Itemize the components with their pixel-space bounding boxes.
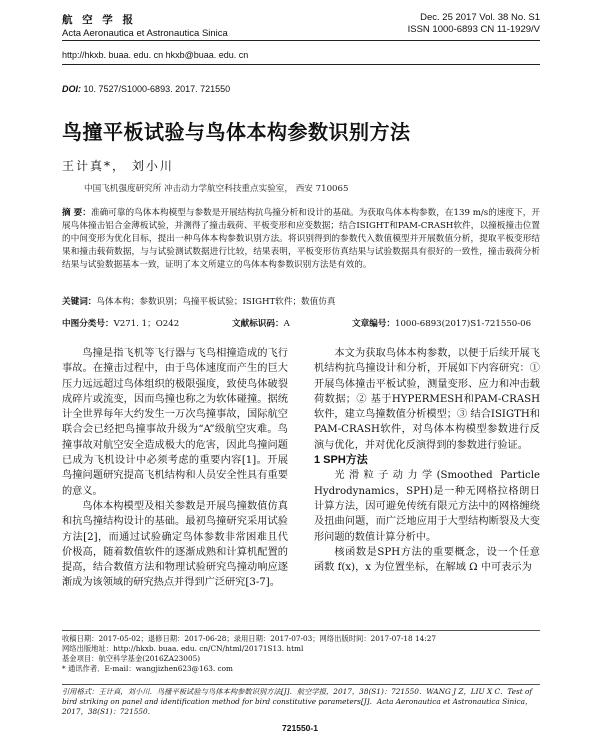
- issue-info: [408, 12, 540, 36]
- keywords: [62, 295, 335, 307]
- journal-website[interactable]: http://hkxb. buaa. edu. cn hkxb@buaa. edu. cn: [62, 50, 249, 60]
- abstract-label: 摘 要：: [62, 208, 91, 218]
- clc-label: 中图分类号：: [62, 319, 114, 329]
- clc-value: V271. 1；O242: [113, 319, 180, 329]
- footnote-rule: [62, 630, 540, 631]
- section-heading-sph: 1 SPH方法: [314, 454, 368, 467]
- issn-line: ISSN 1000-6893 CN 11-1929/V: [407, 24, 540, 35]
- doi-label: DOI:: [62, 84, 81, 94]
- footnote-corresponding: * 通讯作者．E-mail：wangjizhen623@163. com: [62, 664, 233, 673]
- citation-format: 引用格式：王计真，刘小川．鸟撞平板试验与鸟体本构参数识别方法[J]．航空学报，2017，38(S1)：721550．WANG J Z，LIU X C．Test of bird striking on panel and identification method for bird constitutive parameters[J]．Acta Aeronautica et Astronautica Sinica，2017，38(S1)：721550．: [62, 687, 533, 716]
- doc-code-value: A: [283, 319, 290, 329]
- classification-line: [62, 317, 540, 329]
- keywords-label: 关键词：: [62, 297, 97, 307]
- article-number-block: [352, 317, 531, 329]
- journal-name-en: Acta Aeronautica et Astronautica Sinica: [62, 28, 228, 39]
- footnote-fund: 基金项目：航空科学基金(2016ZA23005): [62, 654, 201, 663]
- issue-date-volume: Dec. 25 2017 Vol. 38 No. S1: [420, 12, 540, 23]
- journal-header: [62, 12, 228, 39]
- article-number-label: 文章编号：: [352, 319, 395, 329]
- header-rule: [62, 40, 540, 41]
- body-column-left: [62, 346, 288, 591]
- journal-name-cn: 航 空 学 报: [62, 14, 136, 26]
- footnote-online-url[interactable]: 网络出版地址：http://hkxb. buaa. edu. cn/CN/html/20171S13. html: [62, 644, 304, 653]
- intro-paragraph-3: 本文为获取鸟体本构参数，以便于后续开展飞机结构抗鸟撞设计和分析，开展如下内容研究：① 开展鸟体撞击平板试验，测量变形、应力和冲击载荷数据；② 基于HYPERMESH和PAM-CRASH软件，建立鸟撞数值分析模型；③ 结合ISIGTH和PAM-CRASH软件，对鸟体本构模型参数进行反演与优化，并对优化反演得到的参数进行验证。: [314, 348, 540, 451]
- intro-paragraph-1: 鸟撞是指飞机等飞行器与飞鸟相撞造成的飞行事故。在撞击过程中，由于鸟体速度而产生的巨大压力远远超过鸟体组织的极限强度，致使鸟体破裂成碎片或流变，因而鸟撞也称之为软体碰撞。据统计全世界每年大约发生一万次鸟撞事故，国际航空联合会已经把鸟撞事故升级为“A”级航空灾难。鸟撞事故对航空安全造成极大的危害，因此鸟撞问题已成为飞机设计中必须考虑的重要内容[1]。开展鸟撞问题研究提高飞机结构和人员安全性具有重要的意义。: [62, 348, 288, 497]
- footnote-dates: 收稿日期：2017-05-02；退修日期：2017-06-28；录用日期：2017-07-03；网络出版时间：2017-07-18 14:27: [62, 634, 437, 643]
- paper-authors: 王计真*， 刘小川: [62, 159, 174, 173]
- author-affiliation: 中国飞机强度研究所 冲击动力学航空科技重点实验室， 西安 710065: [84, 184, 349, 194]
- citation-rule: [62, 684, 540, 685]
- intro-paragraph-2: 鸟体本构模型及相关参数是开展鸟撞数值仿真和抗鸟撞结构设计的基础。最初鸟撞研究采用试验方法[2]，而通过试验确定鸟体参数非常困难且代价极高，随着数值软件的逐渐成熟和计算机配置的提高，结合数值方法和物理试验研究鸟撞动响应逐渐成为该领域的研究热点并得到广泛研究[3-7]。: [62, 500, 288, 589]
- abstract-text: 准确可靠的鸟体本构模型与参数是开展结构抗鸟撞分析和设计的基础。为获取鸟体本构参数，在139 m/s的速度下，开展鸟体撞击铝合金薄板试验，并测得了撞击载荷、平板变形和应变数据；结合ISIGHT和PAM-CRASH软件，以撞板撞击位置的中间变形为优化目标，提出一种鸟体本构参数识别方法。将识别得到的参数代入数值模型并开展数值分析，提取平板变形结果和撞击载荷数据，与与试验测试数据进行比较，结果表明，平板变形仿真结果与试验数据具有很好的一致性，撞击载荷分析结果与试验数据基本一致，证明了本文所建立的鸟体本构参数识别方法是有效的。: [62, 208, 540, 271]
- doi-line: [62, 84, 230, 94]
- footnotes: [62, 634, 540, 674]
- doc-code-block: [232, 317, 352, 329]
- doi-value[interactable]: 10. 7527/S1000-6893. 2017. 721550: [81, 84, 231, 94]
- clc-block: [62, 317, 232, 329]
- abstract: [62, 207, 540, 272]
- sph-paragraph-1: 光滑粒子动力学(Smoothed Particle Hydrodynamics，SPH)是一种无网格拉格朗日计算方法，因可避免传统有限元方法中的网格缠绕及扭曲问题，而广泛地应用于大型结构断裂及大变形问题的数值计算分析中。: [314, 470, 540, 543]
- page-number: 721550-1: [282, 723, 318, 733]
- body-column-right: [314, 346, 540, 575]
- keywords-text: 鸟体本构；参数识别；鸟撞平板试验；ISIGHT软件；数值仿真: [96, 297, 336, 307]
- header-rule-thin: [62, 64, 540, 65]
- paper-title: 鸟撞平板试验与鸟体本构参数识别方法: [62, 120, 411, 144]
- sph-paragraph-2: 核函数是SPH方法的重要概念，设一个任意函数 f(x)，x 为位置坐标，在解域 Ω 中可表示为: [314, 546, 540, 574]
- article-number-value: 1000-6893(2017)S1-721550-06: [394, 319, 532, 329]
- doc-code-label: 文献标识码：: [232, 319, 284, 329]
